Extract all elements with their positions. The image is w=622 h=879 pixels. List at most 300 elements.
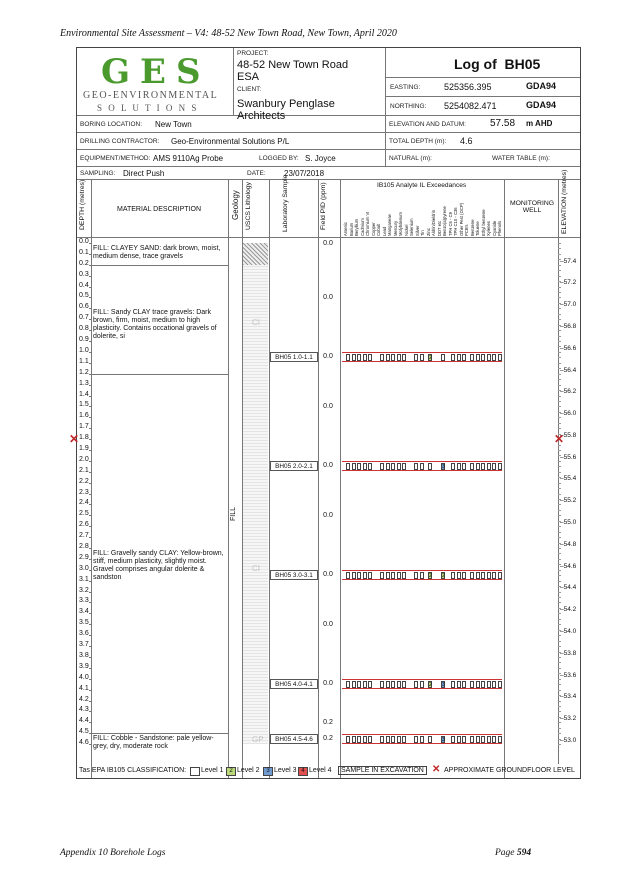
exceedance-box <box>492 736 496 743</box>
depth-tick: 0.6 <box>79 303 89 311</box>
depth-tick-mark <box>89 254 92 255</box>
depth-tick-mark <box>89 701 92 702</box>
elev-minor-tick <box>558 662 561 663</box>
depth-tick: 1.3 <box>79 379 89 387</box>
elev-minor-tick <box>558 652 561 653</box>
easting-row <box>386 78 580 97</box>
exceedance-box <box>487 463 491 470</box>
exceedance-box <box>498 463 502 470</box>
depth-tick-mark <box>89 711 92 712</box>
total-depth-value: 4.6 <box>460 136 473 146</box>
layer-description: FILL: Cobble - Sandstone: pale yellow-grey, dry, moderate rock <box>93 735 214 751</box>
elev-minor-tick <box>558 428 561 429</box>
logo-letters: GES <box>101 52 211 92</box>
sample-pid: 0.2 <box>323 734 333 742</box>
project-block <box>234 48 386 122</box>
exceedance-box <box>481 463 485 470</box>
depth-tick-mark <box>89 483 92 484</box>
depth-tick: 2.4 <box>79 499 89 507</box>
exceedance-box <box>363 463 367 470</box>
exceedance-row <box>342 570 502 580</box>
exceedance-box <box>368 354 372 361</box>
exceedance-box <box>386 572 390 579</box>
exceedance-box <box>386 354 390 361</box>
analyte-label: Phenols <box>497 220 502 236</box>
elev-tick: –56.2 <box>560 388 577 396</box>
exceedance-box <box>368 736 372 743</box>
exceedance-box <box>397 463 401 470</box>
elev-tick: –55.8 <box>560 431 577 439</box>
exceedance-box <box>368 572 372 579</box>
uscs-hatch <box>243 243 268 744</box>
elev-minor-tick <box>558 613 561 614</box>
exceedance-box <box>346 572 350 579</box>
depth-tick: 1.1 <box>79 357 89 365</box>
depth-tick-mark <box>89 548 92 549</box>
depth-tick: 1.8 <box>79 434 89 442</box>
depth-tick-mark <box>89 472 92 473</box>
exceedance-box <box>457 681 461 688</box>
elev-header: ELEVATION (metres) <box>561 169 568 234</box>
analyte-label: Cobalt <box>376 223 381 236</box>
exceedance-box <box>352 354 356 361</box>
pid-reading: 0.2 <box>323 719 333 727</box>
elev-minor-tick <box>558 624 561 625</box>
exceedance-box <box>391 572 395 579</box>
exceedance-box <box>420 354 424 361</box>
exceedance-box <box>470 354 474 361</box>
elev-minor-tick <box>558 461 561 462</box>
legend-l1: Level 1 <box>201 767 224 774</box>
exceedance-box <box>481 354 485 361</box>
exceedance-box <box>363 354 367 361</box>
elev-minor-tick <box>558 477 561 478</box>
elev-minor-tick <box>558 630 561 631</box>
depth-tick: 1.0 <box>79 346 89 354</box>
layer-boundary <box>91 265 228 266</box>
northing-row <box>386 97 580 116</box>
depth-tick: 0.7 <box>79 314 89 322</box>
elev-minor-tick <box>558 379 561 380</box>
layer-description: FILL: CLAYEY SAND: dark brown, moist, medium dense, trace gravels <box>93 245 221 261</box>
depth-tick: 3.6 <box>79 630 89 638</box>
elev-minor-tick <box>558 259 561 260</box>
exceedance-box <box>391 736 395 743</box>
exceedance-box <box>462 463 466 470</box>
exceedance-box <box>414 463 418 470</box>
depth-tick-mark <box>89 287 92 288</box>
depth-tick: 4.2 <box>79 695 89 703</box>
boring-label: BORING LOCATION: <box>80 121 142 128</box>
elev-minor-tick <box>558 597 561 598</box>
elev-minor-tick <box>558 570 561 571</box>
exceedance-box <box>352 463 356 470</box>
depth-tick-mark <box>89 319 92 320</box>
elev-minor-tick <box>558 728 561 729</box>
exceedance-box <box>420 463 424 470</box>
pid-reading: 0.0 <box>323 621 333 629</box>
analyte-label: Xylenes <box>486 221 491 236</box>
elev-minor-tick <box>558 733 561 734</box>
exceedance-box <box>470 463 474 470</box>
exceedance-box <box>451 354 455 361</box>
elev-minor-tick <box>558 510 561 511</box>
depth-tick: 2.8 <box>79 543 89 551</box>
exceedance-box <box>368 463 372 470</box>
elev-minor-tick <box>558 303 561 304</box>
exceedance-box <box>414 572 418 579</box>
layer-description: FILL: Sandy CLAY trace gravels: Dark brown, firm, moist, medium to high plasticity. Contains occational gravels of dolerite, si <box>93 308 217 341</box>
elev-minor-tick <box>558 526 561 527</box>
analyte-label: Benzo(a)pyrene <box>442 206 447 236</box>
elev-minor-tick <box>558 581 561 582</box>
depth-tick: 1.7 <box>79 423 89 431</box>
exceedance-box <box>380 354 384 361</box>
elev-minor-tick <box>558 346 561 347</box>
depth-tick: 1.9 <box>79 444 89 452</box>
analyte-label: Cadmium <box>359 218 365 236</box>
client-label: CLIENT: <box>237 86 262 93</box>
footer-left: Appendix 10 Borehole Logs <box>60 848 166 858</box>
exceedance-box: 2 <box>429 573 432 580</box>
water-table-label: WATER TABLE (m): <box>492 155 550 162</box>
exceedance-box <box>391 463 395 470</box>
footer-page-number: 594 <box>516 848 532 858</box>
elev-minor-tick <box>558 368 561 369</box>
exceedance-box: 3 <box>442 464 445 471</box>
elev-minor-tick <box>558 265 561 266</box>
depth-tick-mark <box>89 308 92 309</box>
elev-minor-tick <box>558 499 561 500</box>
analyte-label: Chromium VI <box>365 211 370 236</box>
elev-tick: –54.6 <box>560 562 577 570</box>
analyte-label: Other Pest (OCP) <box>458 202 464 236</box>
analyte-label: Lead <box>381 226 387 236</box>
footer-right <box>495 848 531 858</box>
exceedance-box <box>487 354 491 361</box>
legend-l1-box <box>190 767 200 776</box>
equipment-row <box>77 150 386 167</box>
exceedance-box <box>386 681 390 688</box>
depth-tick: 0.3 <box>79 270 89 278</box>
depth-tick-mark <box>89 385 92 386</box>
pid-reading: 0.0 <box>323 512 333 520</box>
exceedance-box <box>352 572 356 579</box>
legend-l2: Level 2 <box>237 767 260 774</box>
elev-minor-tick <box>558 330 561 331</box>
exceedance-box <box>414 354 418 361</box>
exceedance-box <box>476 463 480 470</box>
elev-minor-tick <box>558 287 561 288</box>
depth-tick: 2.2 <box>79 477 89 485</box>
depth-tick: 3.7 <box>79 641 89 649</box>
exceedance-box <box>457 572 461 579</box>
depth-tick-mark <box>89 352 92 353</box>
elev-minor-tick <box>558 717 561 718</box>
elev-minor-tick <box>558 548 561 549</box>
exceedance-box <box>451 736 455 743</box>
depth-tick-mark <box>89 515 92 516</box>
exceedance-box <box>346 736 350 743</box>
exceedance-box <box>346 354 350 361</box>
analyte-label: Benzene <box>469 219 475 236</box>
elev-tick: –54.4 <box>560 584 577 592</box>
exceedance-box <box>470 681 474 688</box>
depth-tick-mark <box>89 396 92 397</box>
analyte-label: TPH C6 - C9 <box>447 212 453 236</box>
legend-l3-box: 3 <box>263 767 273 776</box>
depth-tick-mark <box>89 341 92 342</box>
elev-tick: –53.0 <box>560 736 577 744</box>
depth-tick-mark <box>89 450 92 451</box>
depth-tick: 0.2 <box>79 259 89 267</box>
sampling-label: SAMPLING: <box>80 170 116 177</box>
logo-line1: GEO-ENVIRONMENTAL <box>83 90 219 101</box>
depth-tick-mark <box>89 602 92 603</box>
contractor-value: Geo-Environmental Solutions P/L <box>171 137 290 146</box>
analyte-label: Copper <box>370 222 376 236</box>
exceedance-box <box>402 572 406 579</box>
exceedance-box <box>391 354 395 361</box>
exceedance-box <box>492 463 496 470</box>
elev-minor-tick <box>558 488 561 489</box>
analyte-label: Manganese <box>387 214 392 236</box>
easting-value: 525356.395 <box>444 82 492 92</box>
depth-tick-mark <box>89 679 92 680</box>
elev-minor-tick <box>558 673 561 674</box>
exceedance-box <box>386 736 390 743</box>
exceedance-box <box>357 354 361 361</box>
easting-datum: GDA94 <box>526 81 557 91</box>
depth-tick-mark <box>89 613 92 614</box>
pid-reading: 0.0 <box>323 403 333 411</box>
exceedance-row <box>342 461 502 471</box>
analyte-label: DDT etc <box>436 220 442 236</box>
elev-minor-tick <box>558 602 561 603</box>
depth-tick: 1.4 <box>79 390 89 398</box>
elev-minor-tick <box>558 314 561 315</box>
analyte-label: Arsenic <box>343 222 348 236</box>
elev-tick: –55.6 <box>560 453 577 461</box>
elev-minor-tick <box>558 657 561 658</box>
exceedance-box <box>451 572 455 579</box>
depth-tick: 2.9 <box>79 553 89 561</box>
depth-tick: 3.5 <box>79 619 89 627</box>
exceedance-box <box>457 736 461 743</box>
exceedance-row <box>342 352 502 362</box>
elev-minor-tick <box>558 417 561 418</box>
elev-minor-tick <box>558 504 561 505</box>
elev-tick: –56.4 <box>560 366 577 374</box>
well-header: MONITORING WELL <box>509 200 555 214</box>
exceedance-box <box>451 681 455 688</box>
exceedance-box: 2 <box>442 573 445 580</box>
analyte-label: Molybdenum <box>398 212 403 236</box>
exceedance-row <box>342 734 502 744</box>
elev-tick: –54.0 <box>560 627 577 635</box>
exceedance-box <box>481 572 485 579</box>
elevation-label: ELEVATION AND DATUM: <box>389 121 466 128</box>
exceedance-box <box>492 681 496 688</box>
elevation-row <box>386 116 580 133</box>
exceedance-box: 3 <box>442 736 445 743</box>
exceedance-box <box>470 572 474 579</box>
elev-minor-tick <box>558 494 561 495</box>
exceedance-box <box>380 681 384 688</box>
depth-tick-mark <box>89 657 92 658</box>
exceedance-row <box>342 679 502 689</box>
elev-minor-tick <box>558 385 561 386</box>
depth-tick-mark <box>89 504 92 505</box>
elev-minor-tick <box>558 325 561 326</box>
elev-minor-tick <box>558 363 561 364</box>
exceedance-box <box>498 681 502 688</box>
depth-tick: 4.1 <box>79 684 89 692</box>
depth-tick: 3.0 <box>79 564 89 572</box>
elev-tick: –55.4 <box>560 475 577 483</box>
elev-tick: –57.0 <box>560 301 577 309</box>
material-header: MATERIAL DESCRIPTION <box>117 206 202 213</box>
depth-tick-mark <box>89 624 92 625</box>
elev-minor-tick <box>558 668 561 669</box>
exceedance-box <box>476 736 480 743</box>
sample-pid: 0.0 <box>323 353 333 361</box>
exceedance-box <box>391 681 395 688</box>
depth-tick: 4.4 <box>79 717 89 725</box>
elev-minor-tick <box>558 308 561 309</box>
exceedance-box: 2 <box>429 355 432 362</box>
elev-minor-tick <box>558 619 561 620</box>
lab-sample: BH05 4.5-4.6 <box>270 734 318 744</box>
exceedance-box <box>420 736 424 743</box>
depth-tick: 3.3 <box>79 597 89 605</box>
boring-value: New Town <box>155 120 192 129</box>
depth-tick: 3.1 <box>79 575 89 583</box>
depth-tick: 1.5 <box>79 401 89 409</box>
exceedance-box <box>457 463 461 470</box>
elev-minor-tick <box>558 537 561 538</box>
elev-tick: –54.8 <box>560 540 577 548</box>
depth-tick-mark <box>89 570 92 571</box>
elev-minor-tick <box>558 684 561 685</box>
lab-sample: BH05 1.0-1.1 <box>270 352 318 362</box>
elev-minor-tick <box>558 722 561 723</box>
exceedance-box <box>476 572 480 579</box>
legend-title: Tas EPA IB105 CLASSIFICATION: <box>79 767 187 774</box>
depth-tick: 4.6 <box>79 739 89 747</box>
depth-tick-mark <box>89 428 92 429</box>
classification-legend <box>76 764 579 778</box>
depth-tick-mark <box>89 439 92 440</box>
elev-minor-tick <box>558 248 561 249</box>
exceedance-box <box>487 736 491 743</box>
equipment-value: AMS 9110Ag Probe <box>153 154 224 163</box>
elev-minor-tick <box>558 396 561 397</box>
elev-minor-tick <box>558 292 561 293</box>
depth-tick: 3.2 <box>79 586 89 594</box>
exceedance-box <box>363 681 367 688</box>
depth-tick: 2.0 <box>79 455 89 463</box>
legend-l4: Level 4 <box>309 767 332 774</box>
elev-minor-tick <box>558 564 561 565</box>
exceedance-box <box>357 736 361 743</box>
elev-minor-tick <box>558 575 561 576</box>
project-label: PROJECT: <box>237 50 269 57</box>
depth-tick: 0.0 <box>79 238 89 245</box>
elev-minor-tick <box>558 706 561 707</box>
elev-minor-tick <box>558 739 561 740</box>
legend-l4-box: 4 <box>298 767 308 776</box>
legend-sample: SAMPLE IN EXCAVATION <box>338 766 427 775</box>
elev-tick: –56.0 <box>560 410 577 418</box>
elev-minor-tick <box>558 515 561 516</box>
depth-tick: 4.0 <box>79 673 89 681</box>
uscs-header: USCS Lithology <box>245 182 252 230</box>
depth-tick-mark <box>89 537 92 538</box>
exceedance-box <box>420 572 424 579</box>
analyte-label: Cyanide <box>491 220 497 236</box>
elev-minor-tick <box>558 635 561 636</box>
analyte-label: TPH C10 - C36 <box>453 207 458 236</box>
exceedance-box <box>492 572 496 579</box>
natural-label: NATURAL (m): <box>389 155 432 162</box>
uscs-hatch-sc <box>243 243 268 265</box>
elev-minor-tick <box>558 319 561 320</box>
exceedance-box <box>498 572 502 579</box>
elev-tick: –53.6 <box>560 671 577 679</box>
depth-tick: 2.3 <box>79 488 89 496</box>
exceedance-box <box>380 736 384 743</box>
elev-minor-tick <box>558 243 561 244</box>
exceedance-box <box>363 736 367 743</box>
exceedance-box <box>363 572 367 579</box>
elev-tick: –57.4 <box>560 257 577 265</box>
exceedance-box <box>462 572 466 579</box>
exceedance-box <box>498 736 502 743</box>
elev-tick: –53.8 <box>560 649 577 657</box>
sample-pid: 0.0 <box>323 571 333 579</box>
total-depth-label: TOTAL DEPTH (m): <box>389 138 447 145</box>
depth-tick: 2.5 <box>79 510 89 518</box>
sampling-row <box>77 167 580 180</box>
depth-tick-mark <box>89 526 92 527</box>
geology-fill: FILL <box>230 506 237 521</box>
geology-header: Geology <box>231 190 240 220</box>
analyte-label: Selenium <box>409 218 414 236</box>
layer-boundary <box>91 733 228 734</box>
pid-reading: 0.0 <box>323 294 333 302</box>
depth-tick: 0.5 <box>79 292 89 300</box>
legend-groundfloor: APPROXIMATE GROUNDFLOOR LEVEL <box>444 767 575 774</box>
analyte-label: Aldrin/Dieldrin <box>431 209 436 236</box>
natural-row <box>386 150 580 167</box>
depth-tick-mark <box>89 406 92 407</box>
elev-minor-tick <box>558 553 561 554</box>
northing-datum: GDA94 <box>526 100 557 110</box>
groundfloor-x-icon: ✕ <box>69 432 80 447</box>
elev-minor-tick <box>558 586 561 587</box>
depth-tick-mark <box>89 559 92 560</box>
depth-tick: 0.4 <box>79 281 89 289</box>
exceedance-box <box>357 572 361 579</box>
exceedance-box <box>352 681 356 688</box>
lab-sample: BH05 4.0-4.1 <box>270 679 318 689</box>
depth-tick-mark <box>89 581 92 582</box>
elev-minor-tick <box>558 690 561 691</box>
exceedance-box <box>462 354 466 361</box>
elev-tick: –56.6 <box>560 344 577 352</box>
exceedance-box <box>476 354 480 361</box>
